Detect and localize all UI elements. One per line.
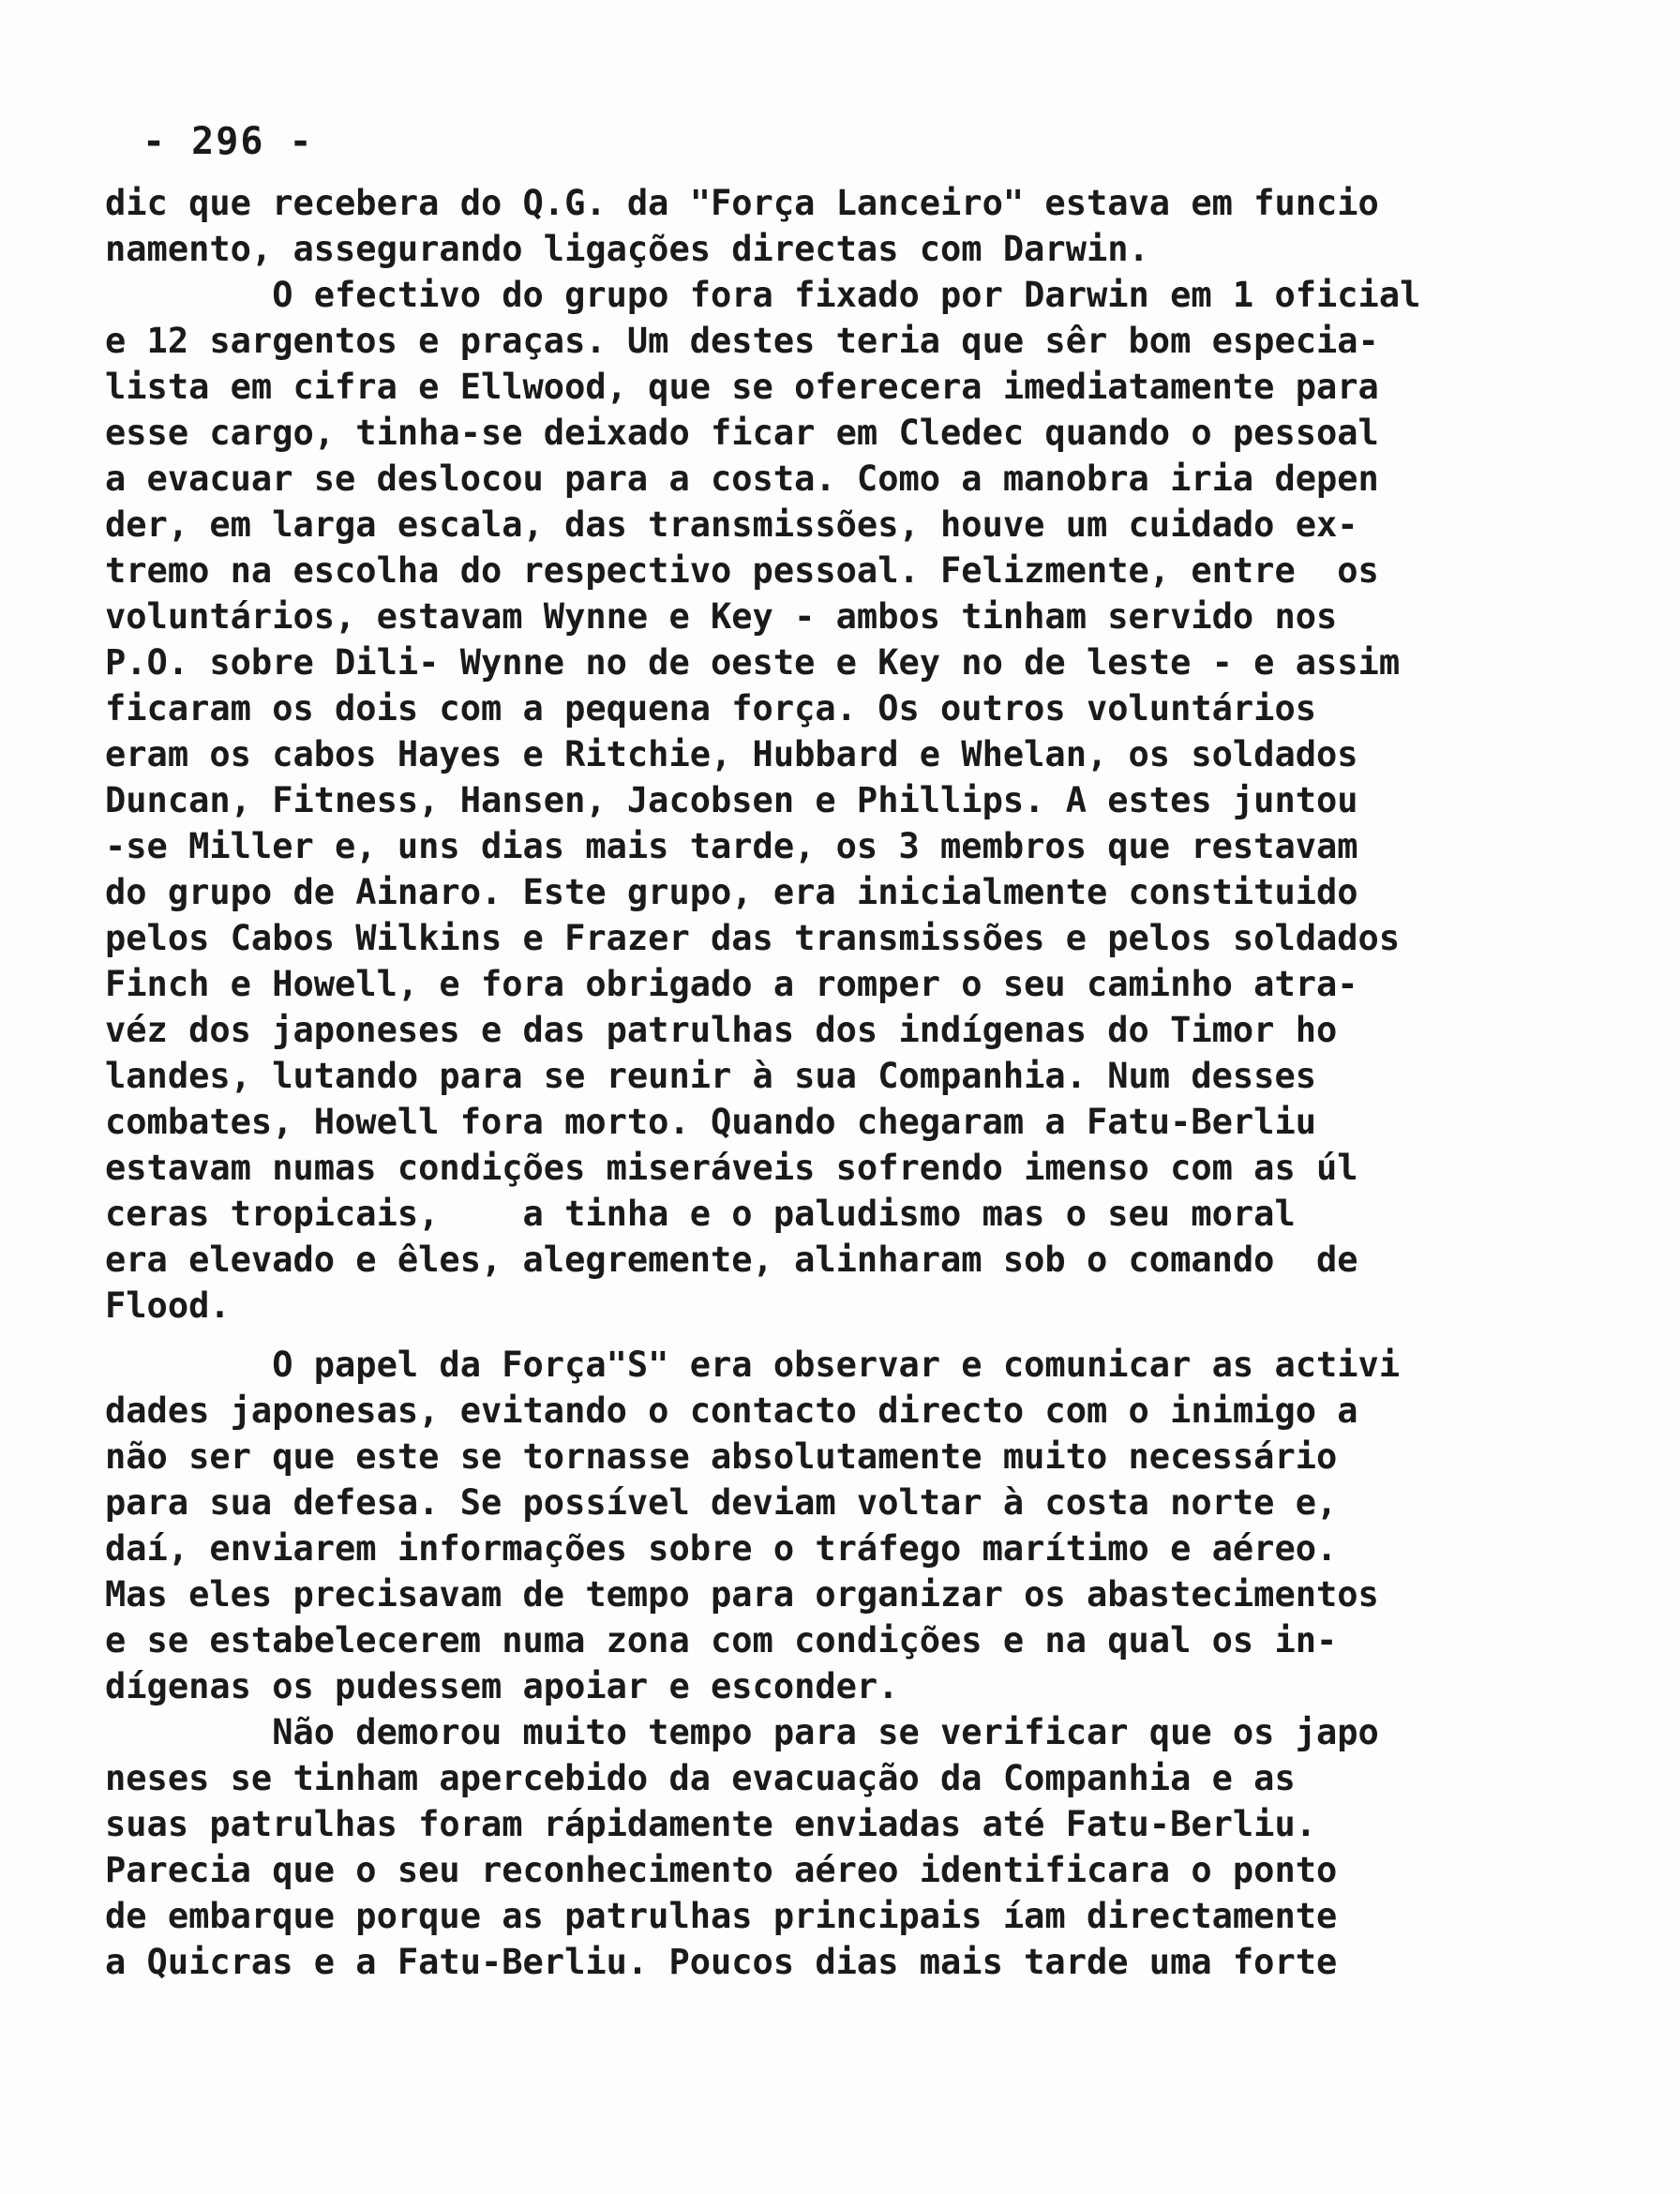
text-line: der, em larga escala, das transmissões, houve um cuidado ex- <box>105 504 1358 545</box>
text-line: Parecia que o seu reconhecimento aéreo identificara o ponto <box>105 1850 1338 1890</box>
page-number: - 296 - <box>142 120 314 163</box>
text-line: pelos Cabos Wilkins e Frazer das transmissões e pelos soldados <box>105 918 1401 958</box>
text-line: véz dos japoneses e das patrulhas dos indígenas do Timor ho <box>105 1010 1338 1050</box>
text-line: Mas eles precisavam de tempo para organizar os abastecimentos <box>105 1574 1379 1615</box>
text-line: e se estabelecerem numa zona com condições e na qual os in- <box>105 1620 1338 1661</box>
text-line: neses se tinham apercebido da evacuação da Companhia e as <box>105 1758 1296 1798</box>
text-line: eram os cabos Hayes e Ritchie, Hubbard e Whelan, os soldados <box>105 734 1358 774</box>
text-line: não ser que este se tornasse absolutamente muito necessário <box>105 1436 1338 1477</box>
text-line: esse cargo, tinha-se deixado ficar em Cledec quando o pessoal <box>105 413 1379 453</box>
text-line: daí, enviarem informações sobre o tráfego marítimo e aéreo. <box>105 1528 1338 1569</box>
text-line: landes, lutando para se reunir à sua Companhia. Num desses <box>105 1056 1317 1096</box>
text-line: dades japonesas, evitando o contacto directo com o inimigo a <box>105 1390 1358 1431</box>
text-line: estavam numas condições miseráveis sofrendo imenso com as úl <box>105 1148 1358 1188</box>
text-line: dígenas os pudessem apoiar e esconder. <box>105 1666 899 1706</box>
text-line: do grupo de Ainaro. Este grupo, era inicialmente constituido <box>105 872 1358 912</box>
text-line: a Quicras e a Fatu-Berliu. Poucos dias mais tarde uma forte <box>105 1942 1338 1982</box>
paragraph-gap <box>105 1329 1568 1342</box>
text-line: e 12 sargentos e praças. Um destes teria que sêr bom especia- <box>105 321 1379 361</box>
text-line: a evacuar se deslocou para a costa. Como a manobra iria depen <box>105 458 1379 499</box>
text-line: O papel da Força"S" era observar e comunicar as activi <box>105 1345 1401 1385</box>
text-line: Não demorou muito tempo para se verificar que os japo <box>105 1712 1379 1752</box>
text-line: era elevado e êles, alegremente, alinharam sob o comando de <box>105 1240 1358 1280</box>
text-line: ficaram os dois com a pequena força. Os outros voluntários <box>105 688 1317 729</box>
text-line: P.O. sobre Dili- Wynne no de oeste e Key no de leste - e assim <box>105 642 1401 683</box>
body-text <box>105 180 1568 1985</box>
text-line: tremo na escolha do respectivo pessoal. Felizmente, entre os <box>105 550 1379 591</box>
text-line: voluntários, estavam Wynne e Key - ambos tinham servido nos <box>105 596 1338 637</box>
text-line: O efectivo do grupo fora fixado por Darwin em 1 oficial <box>105 275 1421 315</box>
text-line: de embarque porque as patrulhas principais íam directamente <box>105 1896 1338 1936</box>
text-line: -se Miller e, uns dias mais tarde, os 3 membros que restavam <box>105 826 1358 866</box>
text-line: dic que recebera do Q.G. da "Força Lanceiro" estava em funcio <box>105 183 1379 223</box>
text-line: ceras tropicais, a tinha e o paludismo mas o seu moral <box>105 1194 1296 1234</box>
text-line: para sua defesa. Se possível deviam voltar à costa norte e, <box>105 1482 1338 1523</box>
text-line: Duncan, Fitness, Hansen, Jacobsen e Phillips. A estes juntou <box>105 780 1358 820</box>
text-line: Finch e Howell, e fora obrigado a romper o seu caminho atra- <box>105 964 1358 1004</box>
text-line: lista em cifra e Ellwood, que se oferecera imediatamente para <box>105 367 1379 407</box>
text-line: Flood. <box>105 1285 231 1326</box>
text-line: suas patrulhas foram rápidamente enviadas até Fatu-Berliu. <box>105 1804 1317 1844</box>
text-line: namento, assegurando ligações directas com Darwin. <box>105 229 1149 269</box>
text-line: combates, Howell fora morto. Quando chegaram a Fatu-Berliu <box>105 1102 1317 1142</box>
